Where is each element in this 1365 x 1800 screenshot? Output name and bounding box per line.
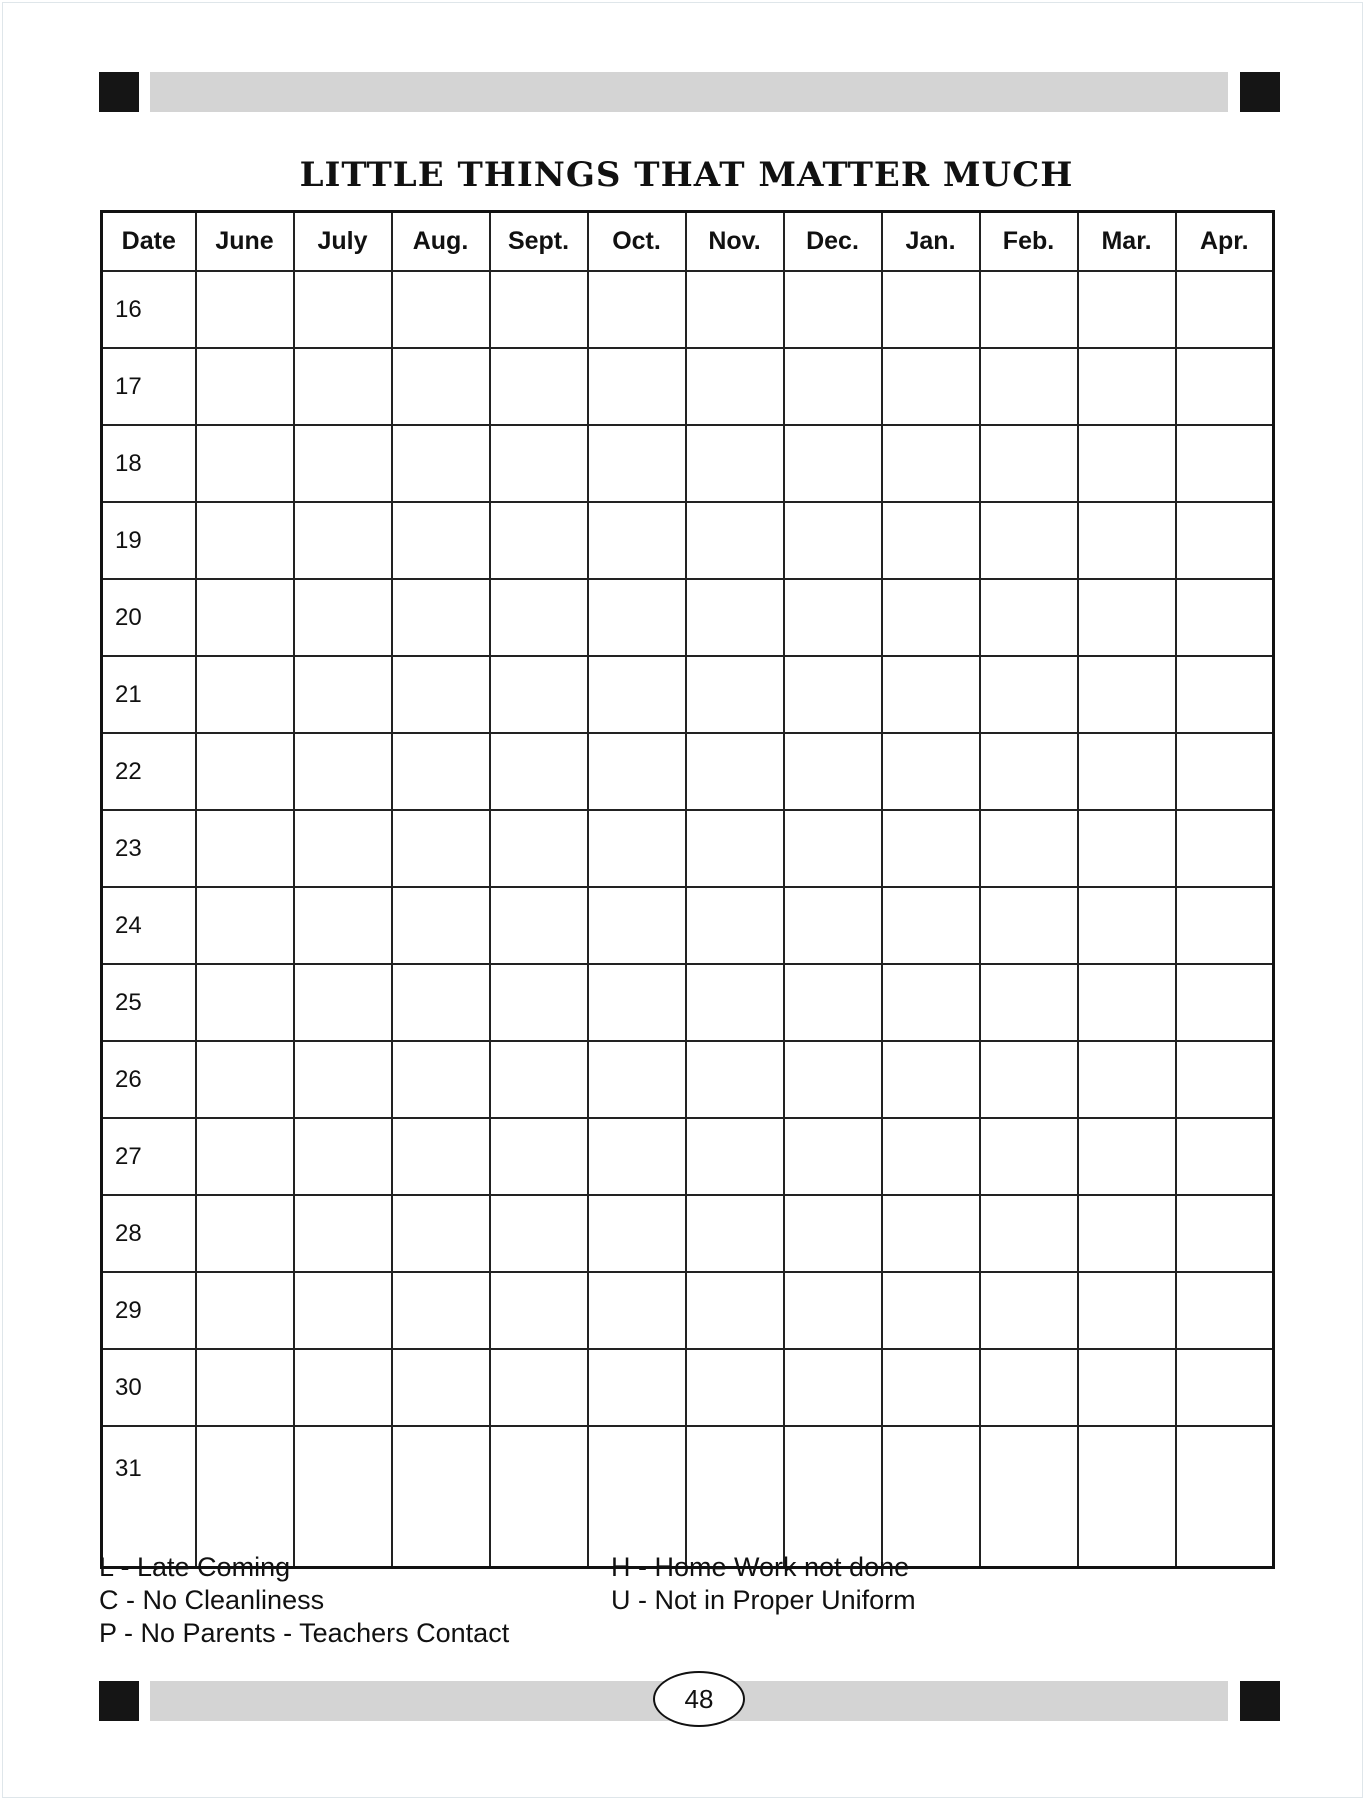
entry-cell[interactable] [686, 1041, 784, 1118]
entry-cell[interactable] [1176, 1041, 1274, 1118]
entry-cell[interactable] [196, 1118, 294, 1195]
entry-cell[interactable] [686, 887, 784, 964]
entry-cell[interactable] [882, 964, 980, 1041]
date-cell: 28 [102, 1195, 196, 1272]
header-oct: Oct. [588, 212, 686, 272]
table-body [102, 271, 1274, 1568]
table-row [102, 964, 1274, 1041]
entry-cell[interactable] [784, 964, 882, 1041]
entry-cell[interactable] [196, 502, 294, 579]
entry-cell[interactable] [490, 1195, 588, 1272]
entry-cell[interactable] [392, 502, 490, 579]
entry-cell[interactable] [1078, 1349, 1176, 1426]
entry-cell[interactable] [1176, 1272, 1274, 1349]
entry-cell[interactable] [980, 656, 1078, 733]
entry-cell[interactable] [980, 1272, 1078, 1349]
entry-cell[interactable] [784, 348, 882, 425]
entry-cell[interactable] [1078, 348, 1176, 425]
entry-cell[interactable] [294, 502, 392, 579]
entry-cell[interactable] [784, 425, 882, 502]
entry-cell[interactable] [196, 656, 294, 733]
entry-cell[interactable] [882, 656, 980, 733]
legend-item: H - Home Work not done [611, 1552, 910, 1582]
entry-cell[interactable] [784, 1195, 882, 1272]
entry-cell[interactable] [392, 1272, 490, 1349]
entry-cell[interactable] [980, 271, 1078, 348]
entry-cell[interactable] [1078, 1195, 1176, 1272]
entry-cell[interactable] [294, 1426, 392, 1568]
entry-cell[interactable] [588, 271, 686, 348]
entry-cell[interactable] [294, 964, 392, 1041]
entry-cell[interactable] [882, 887, 980, 964]
entry-cell[interactable] [784, 1426, 882, 1568]
table-row [102, 810, 1274, 887]
entry-cell[interactable] [490, 887, 588, 964]
top-right-block [1240, 72, 1280, 112]
entry-cell[interactable] [784, 1118, 882, 1195]
table-row [102, 348, 1274, 425]
entry-cell[interactable] [980, 1426, 1078, 1568]
header-dec: Dec. [784, 212, 882, 272]
date-cell: 23 [102, 810, 196, 887]
entry-cell[interactable] [392, 425, 490, 502]
bottom-right-block [1240, 1681, 1280, 1721]
entry-cell[interactable] [392, 1349, 490, 1426]
entry-cell[interactable] [784, 733, 882, 810]
entry-cell[interactable] [1078, 964, 1176, 1041]
entry-cell[interactable] [196, 1349, 294, 1426]
header-apr: Apr. [1176, 212, 1274, 272]
entry-cell[interactable] [588, 425, 686, 502]
entry-cell[interactable] [196, 579, 294, 656]
entry-cell[interactable] [196, 348, 294, 425]
entry-cell[interactable] [686, 1272, 784, 1349]
date-cell: 16 [102, 271, 196, 348]
entry-cell[interactable] [980, 733, 1078, 810]
entry-cell[interactable] [686, 964, 784, 1041]
date-cell: 29 [102, 1272, 196, 1349]
header-date: Date [102, 212, 196, 272]
entry-cell[interactable] [686, 271, 784, 348]
legend-left [99, 1551, 509, 1650]
entry-cell[interactable] [392, 1041, 490, 1118]
entry-cell[interactable] [784, 656, 882, 733]
legend-item: L - Late Coming [99, 1552, 291, 1582]
entry-cell[interactable] [588, 733, 686, 810]
entry-cell[interactable] [882, 733, 980, 810]
entry-cell[interactable] [980, 964, 1078, 1041]
header-nov: Nov. [686, 212, 784, 272]
entry-cell[interactable] [588, 1272, 686, 1349]
entry-cell[interactable] [196, 1272, 294, 1349]
entry-cell[interactable] [196, 887, 294, 964]
entry-cell[interactable] [980, 1195, 1078, 1272]
table-row [102, 887, 1274, 964]
entry-cell[interactable] [294, 425, 392, 502]
entry-cell[interactable] [196, 1195, 294, 1272]
entry-cell[interactable] [588, 964, 686, 1041]
entry-cell[interactable] [882, 271, 980, 348]
entry-cell[interactable] [392, 733, 490, 810]
entry-cell[interactable] [490, 656, 588, 733]
date-cell: 30 [102, 1349, 196, 1426]
entry-cell[interactable] [392, 964, 490, 1041]
header-jan: Jan. [882, 212, 980, 272]
entry-cell[interactable] [784, 1349, 882, 1426]
entry-cell[interactable] [980, 579, 1078, 656]
entry-cell[interactable] [1176, 425, 1274, 502]
entry-cell[interactable] [686, 1349, 784, 1426]
entry-cell[interactable] [588, 1195, 686, 1272]
table-row [102, 656, 1274, 733]
top-header-strip [150, 72, 1228, 112]
entry-cell[interactable] [392, 810, 490, 887]
date-cell: 19 [102, 502, 196, 579]
entry-cell[interactable] [588, 810, 686, 887]
table-row [102, 733, 1274, 810]
date-cell: 20 [102, 579, 196, 656]
entry-cell[interactable] [686, 1195, 784, 1272]
entry-cell[interactable] [1078, 502, 1176, 579]
header-mar: Mar. [1078, 212, 1176, 272]
table-row [102, 502, 1274, 579]
entry-cell[interactable] [980, 1349, 1078, 1426]
date-cell: 18 [102, 425, 196, 502]
entry-cell[interactable] [1176, 348, 1274, 425]
entry-cell[interactable] [588, 656, 686, 733]
entry-cell[interactable] [1078, 425, 1176, 502]
legend-item: C - No Cleanliness [99, 1585, 325, 1615]
entry-cell[interactable] [1078, 887, 1176, 964]
entry-cell[interactable] [1176, 656, 1274, 733]
entry-cell[interactable] [1176, 502, 1274, 579]
entry-cell[interactable] [1176, 1118, 1274, 1195]
entry-cell[interactable] [980, 1041, 1078, 1118]
legend-item: P - No Parents - Teachers Contact [99, 1618, 510, 1648]
entry-cell[interactable] [588, 1426, 686, 1568]
entry-cell[interactable] [294, 656, 392, 733]
entry-cell[interactable] [588, 502, 686, 579]
entry-cell[interactable] [196, 733, 294, 810]
entry-cell[interactable] [588, 579, 686, 656]
entry-cell[interactable] [490, 579, 588, 656]
entry-cell[interactable] [392, 1426, 490, 1568]
table-row [102, 1118, 1274, 1195]
entry-cell[interactable] [490, 733, 588, 810]
entry-cell[interactable] [1176, 1349, 1274, 1426]
date-cell: 17 [102, 348, 196, 425]
entry-cell[interactable] [784, 579, 882, 656]
entry-cell[interactable] [196, 1426, 294, 1568]
table-row [102, 271, 1274, 348]
entry-cell[interactable] [882, 1195, 980, 1272]
top-left-block [99, 72, 139, 112]
entry-cell[interactable] [686, 656, 784, 733]
entry-cell[interactable] [882, 579, 980, 656]
entry-cell[interactable] [882, 1272, 980, 1349]
entry-cell[interactable] [686, 425, 784, 502]
entry-cell[interactable] [490, 1426, 588, 1568]
entry-cell[interactable] [882, 1349, 980, 1426]
table-header-row [102, 212, 1274, 272]
entry-cell[interactable] [980, 425, 1078, 502]
entry-cell[interactable] [196, 964, 294, 1041]
entry-cell[interactable] [490, 810, 588, 887]
entry-cell[interactable] [490, 1041, 588, 1118]
entry-cell[interactable] [294, 271, 392, 348]
entry-cell[interactable] [980, 502, 1078, 579]
entry-cell[interactable] [588, 1041, 686, 1118]
entry-cell[interactable] [1176, 1195, 1274, 1272]
entry-cell[interactable] [1176, 964, 1274, 1041]
entry-cell[interactable] [686, 1426, 784, 1568]
entry-cell[interactable] [980, 887, 1078, 964]
bottom-left-block [99, 1681, 139, 1721]
entry-cell[interactable] [784, 887, 882, 964]
entry-cell[interactable] [588, 1349, 686, 1426]
entry-cell[interactable] [1078, 733, 1176, 810]
entry-cell[interactable] [1078, 1118, 1176, 1195]
entry-cell[interactable] [1176, 579, 1274, 656]
table-row [102, 425, 1274, 502]
entry-cell[interactable] [294, 1041, 392, 1118]
date-cell: 22 [102, 733, 196, 810]
table-row [102, 1426, 1274, 1568]
entry-cell[interactable] [490, 1349, 588, 1426]
entry-cell[interactable] [294, 733, 392, 810]
entry-cell[interactable] [294, 810, 392, 887]
entry-cell[interactable] [1078, 810, 1176, 887]
legend-right [611, 1551, 916, 1617]
entry-cell[interactable] [196, 425, 294, 502]
entry-cell[interactable] [490, 1272, 588, 1349]
entry-cell[interactable] [294, 1272, 392, 1349]
entry-cell[interactable] [392, 271, 490, 348]
entry-cell[interactable] [882, 1426, 980, 1568]
entry-cell[interactable] [588, 1118, 686, 1195]
entry-cell[interactable] [294, 1195, 392, 1272]
table-row [102, 1272, 1274, 1349]
entry-cell[interactable] [686, 733, 784, 810]
entry-cell[interactable] [1078, 1426, 1176, 1568]
attendance-table [100, 210, 1275, 1569]
entry-cell[interactable] [686, 1118, 784, 1195]
page-number: 48 [653, 1671, 745, 1727]
entry-cell[interactable] [490, 1118, 588, 1195]
legend-item: U - Not in Proper Uniform [611, 1585, 916, 1615]
header-june: June [196, 212, 294, 272]
entry-cell[interactable] [784, 810, 882, 887]
entry-cell[interactable] [294, 1349, 392, 1426]
entry-cell[interactable] [1176, 810, 1274, 887]
entry-cell[interactable] [490, 502, 588, 579]
entry-cell[interactable] [294, 887, 392, 964]
table-row [102, 1195, 1274, 1272]
table-row [102, 1349, 1274, 1426]
entry-cell[interactable] [392, 348, 490, 425]
entry-cell[interactable] [588, 887, 686, 964]
entry-cell[interactable] [1078, 579, 1176, 656]
entry-cell[interactable] [882, 425, 980, 502]
date-cell: 31 [102, 1426, 196, 1568]
entry-cell[interactable] [392, 579, 490, 656]
page-title: LITTLE THINGS THAT MATTER MUCH [299, 155, 1074, 195]
header-feb: Feb. [980, 212, 1078, 272]
entry-cell[interactable] [490, 964, 588, 1041]
entry-cell[interactable] [686, 579, 784, 656]
entry-cell[interactable] [980, 810, 1078, 887]
entry-cell[interactable] [784, 502, 882, 579]
entry-cell[interactable] [882, 810, 980, 887]
entry-cell[interactable] [784, 271, 882, 348]
entry-cell[interactable] [294, 1118, 392, 1195]
table-row [102, 1041, 1274, 1118]
entry-cell[interactable] [1078, 1272, 1176, 1349]
entry-cell[interactable] [490, 425, 588, 502]
entry-cell[interactable] [784, 1041, 882, 1118]
entry-cell[interactable] [392, 1195, 490, 1272]
entry-cell[interactable] [1078, 1041, 1176, 1118]
table-row [102, 579, 1274, 656]
date-cell: 21 [102, 656, 196, 733]
entry-cell[interactable] [1176, 733, 1274, 810]
entry-cell[interactable] [392, 656, 490, 733]
entry-cell[interactable] [980, 348, 1078, 425]
entry-cell[interactable] [882, 502, 980, 579]
header-aug: Aug. [392, 212, 490, 272]
entry-cell[interactable] [882, 348, 980, 425]
date-cell: 25 [102, 964, 196, 1041]
entry-cell[interactable] [1176, 887, 1274, 964]
entry-cell[interactable] [490, 348, 588, 425]
date-cell: 24 [102, 887, 196, 964]
entry-cell[interactable] [294, 579, 392, 656]
entry-cell[interactable] [392, 1118, 490, 1195]
entry-cell[interactable] [686, 348, 784, 425]
entry-cell[interactable] [196, 271, 294, 348]
entry-cell[interactable] [686, 810, 784, 887]
entry-cell[interactable] [1078, 271, 1176, 348]
entry-cell[interactable] [588, 348, 686, 425]
entry-cell[interactable] [784, 1272, 882, 1349]
entry-cell[interactable] [490, 271, 588, 348]
entry-cell[interactable] [196, 1041, 294, 1118]
header-july: July [294, 212, 392, 272]
entry-cell[interactable] [392, 887, 490, 964]
date-cell: 26 [102, 1041, 196, 1118]
entry-cell[interactable] [1176, 271, 1274, 348]
entry-cell[interactable] [980, 1118, 1078, 1195]
entry-cell[interactable] [882, 1041, 980, 1118]
entry-cell[interactable] [882, 1118, 980, 1195]
entry-cell[interactable] [1078, 656, 1176, 733]
date-cell: 27 [102, 1118, 196, 1195]
entry-cell[interactable] [686, 502, 784, 579]
entry-cell[interactable] [294, 348, 392, 425]
header-sept: Sept. [490, 212, 588, 272]
entry-cell[interactable] [196, 810, 294, 887]
entry-cell[interactable] [1176, 1426, 1274, 1568]
